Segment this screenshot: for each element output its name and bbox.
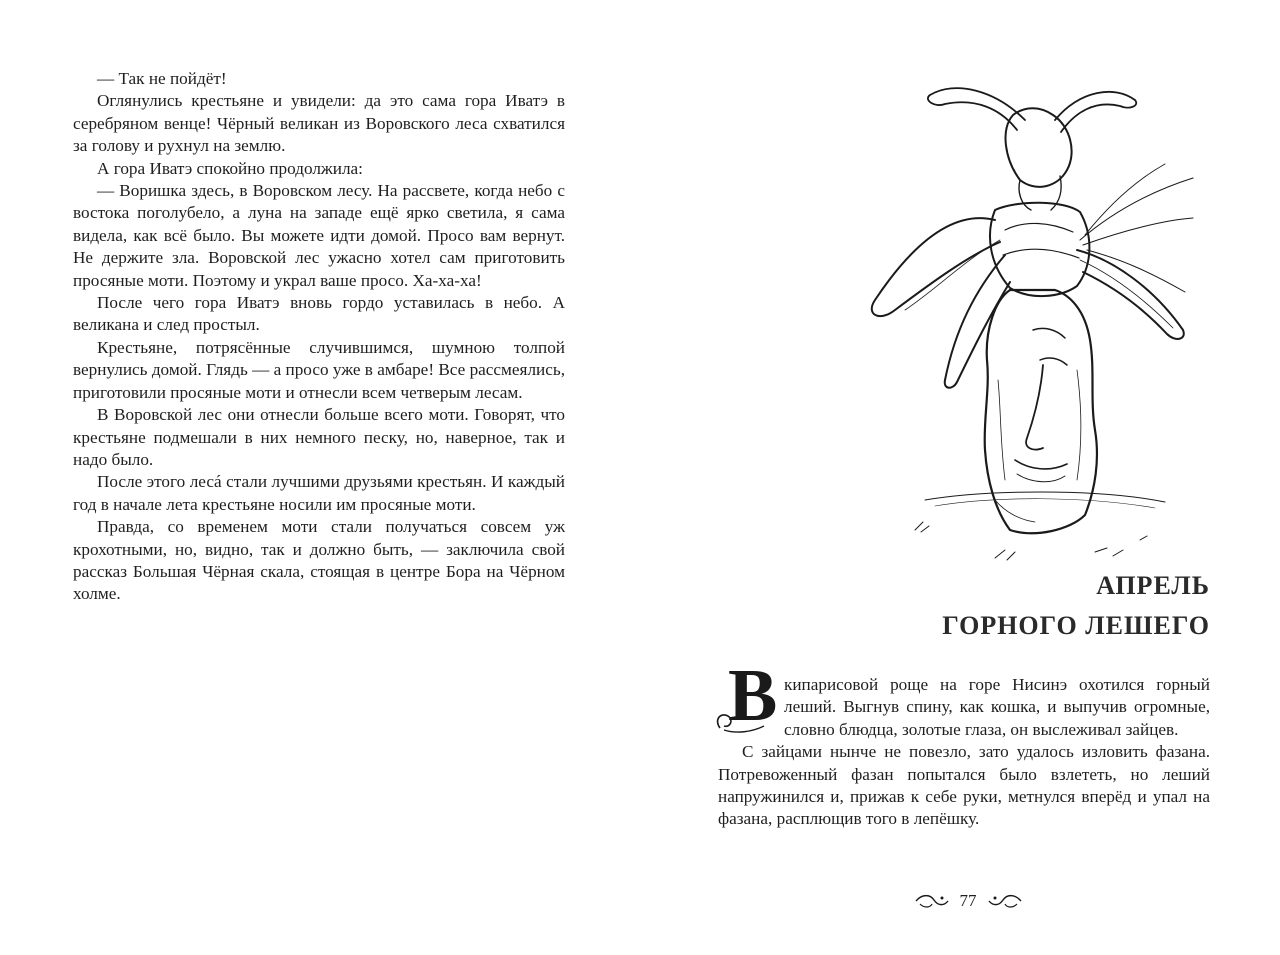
chapter-title-line1: АПРЕЛЬ — [1096, 571, 1210, 600]
stone-face-illustration — [795, 60, 1195, 580]
paragraph — [718, 655, 1210, 741]
paragraph: После этого лесá стали лучшими друзьями крестьян. И каждый год в начале лета крестьяне носили им просяные моти. — [73, 472, 565, 514]
paragraph: В Воровской лес они отнесли больше всего моти. Говорят, что крестьяне подмешали в них немного песку, но, наверное, так и надо было. — [73, 405, 565, 469]
paragraph: — Так не пойдёт! — [97, 69, 227, 88]
chapter-title-line2: ГОРНОГО ЛЕШЕГО — [942, 611, 1210, 640]
paragraph: Оглянулись крестьяне и увидели: да это сама гора Иватэ в серебряном венце! Чёрный великан из Воровского леса схватился за голову и рухнул на землю. — [73, 91, 565, 156]
paragraph: С зайцами нынче не повезло, зато удалось изловить фазана. Потревоженный фазан попытался было взлететь, но леший напружинился и, прижав к себе руки, метнулся вперёд и упал на фазана, расплющив того в лепёшку. — [718, 742, 1210, 829]
paragraph: — Воришка здесь, в Воровском лесу. На рассвете, когда небо с востока поголубело, а луна на западе ещё ярко светила, я сама видела, как всё было. Вы можете идти домой. Просо вам вернут. Не держите зла. Воровской лес ужасно хотел сам приготовить просяные моти. Поэтому и украл ваше просо. Ха-ха-ха! — [73, 181, 565, 290]
paragraph-text: кипарисовой роще на горе Нисинэ охотился горный леший. Выгнув спину, как кошка, и выпучив огромные, словно блюдца, золотые глаза, он выслеживал зайцев. — [784, 675, 1210, 739]
left-page-text — [73, 68, 565, 606]
chapter-title — [790, 566, 1210, 646]
page-number: 77 — [959, 891, 977, 910]
drop-cap-letter: В — [728, 655, 778, 737]
ornament-left-icon — [914, 890, 950, 912]
right-page — [640, 0, 1280, 955]
drop-cap — [716, 655, 778, 737]
paragraph: А гора Иватэ спокойно продолжила: — [97, 158, 363, 178]
page-footer — [908, 886, 1028, 916]
paragraph: Крестьяне, потрясённые случившимся, шумною толпой вернулись домой. Глядь — а просо уже в амбаре! Все рассмеялись, приготовили просяные моти и отнесли всем четверым лесам. — [73, 337, 565, 402]
paragraph: Правда, со временем моти стали получаться совсем уж крохотными, но, видно, так и должно быть, — заключила свой рассказ Большая Чёрная скала, стоящая в центре Бора на Чёрном холме. — [73, 517, 565, 604]
paragraph: После чего гора Иватэ вновь гордо уставилась в небо. А великана и след простыл. — [73, 293, 565, 335]
right-page-text — [718, 655, 1210, 831]
ornament-right-icon — [987, 890, 1023, 912]
